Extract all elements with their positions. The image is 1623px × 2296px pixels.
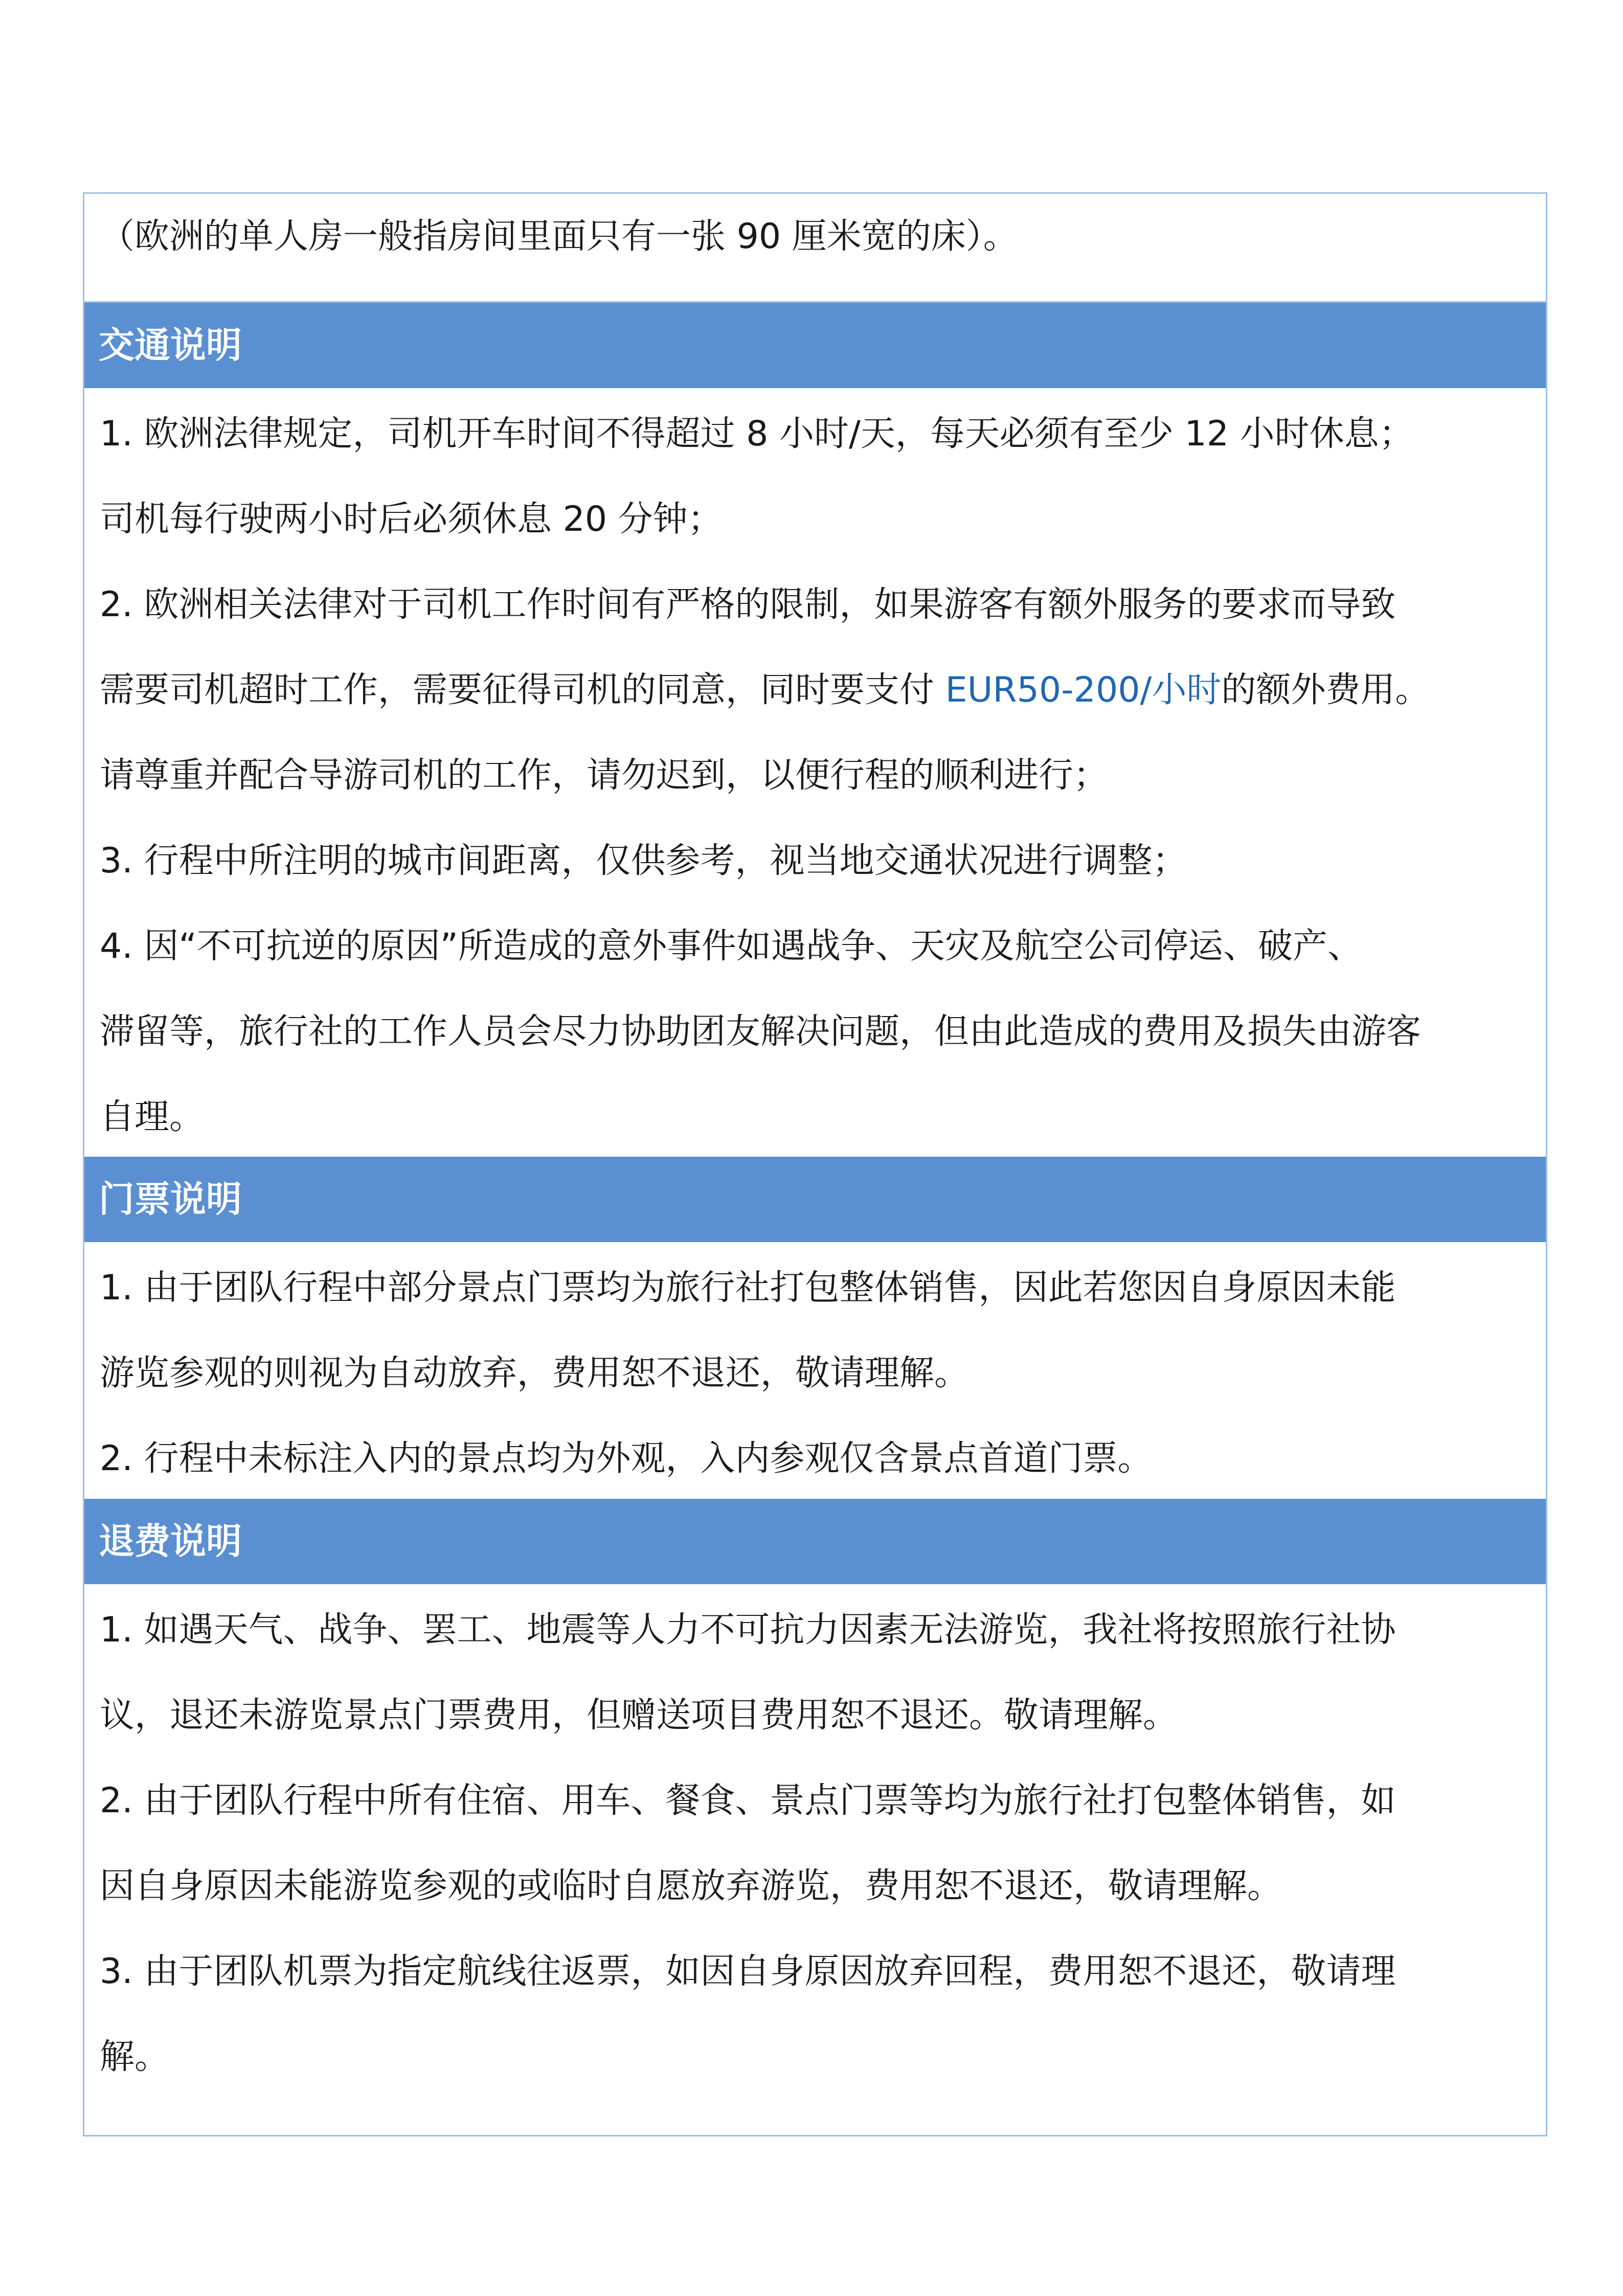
tickets-line-1: 1. 由于团队行程中部分景点门票均为旅行社打包整体销售，因此若您因自身原因未能 bbox=[100, 1268, 1396, 1308]
tickets-line-3: 2. 行程中未标注入内的景点均为外观，入内参观仅含景点首道门票。 bbox=[100, 1438, 1153, 1479]
transport-line-9: 自理。 bbox=[100, 1097, 205, 1137]
refund-line-6: 解。 bbox=[100, 2037, 170, 2077]
transport-line-3: 2. 欧洲相关法律对于司机工作时间有严格的限制，如果游客有额外服务的要求而导致 bbox=[100, 584, 1396, 625]
transport-line-7: 4. 因“不可抗逆的原因”所造成的意外事件如遇战争、天灾及航空公司停运、破产、 bbox=[100, 926, 1362, 966]
transport-line-4-after: 的额外费用。 bbox=[1221, 670, 1430, 710]
transport-line-1: 1. 欧洲法律规定，司机开车时间不得超过 8 小时/天，每天必须有至少 12 小时休息； bbox=[100, 414, 1414, 454]
intro-line: （欧洲的单人房一般指房间里面只有一张 90 厘米宽的床）。 bbox=[100, 216, 1018, 257]
transport-line-2: 司机每行驶两小时后必须休息 20 分钟； bbox=[100, 499, 723, 539]
refund-line-1: 1. 如遇天气、战争、罢工、地震等人力不可抗力因素无法游览，我社将按照旅行社协 bbox=[100, 1610, 1396, 1650]
refund-line-5: 3. 由于团队机票为指定航线往返票，如因自身原因放弃回程，费用恕不退还，敬请理 bbox=[100, 1951, 1396, 1992]
transport-line-8: 滞留等，旅行社的工作人员会尽力协助团友解决问题，但由此造成的费用及损失由游客 bbox=[100, 1011, 1422, 1052]
tickets-line-2: 游览参观的则视为自动放弃，费用恕不退还，敬请理解。 bbox=[100, 1353, 970, 1393]
refund-line-3: 2. 由于团队行程中所有住宿、用车、餐食、景点门票等均为旅行社打包整体销售，如 bbox=[100, 1781, 1396, 1821]
section-header-refund: 退费说明 bbox=[84, 1499, 1546, 1584]
transport-line-4 bbox=[84, 647, 1546, 733]
transport-line-5: 请尊重并配合导游司机的工作，请勿迟到，以便行程的顺利进行； bbox=[100, 755, 1109, 796]
section-header-tickets: 门票说明 bbox=[84, 1157, 1546, 1242]
transport-line-4-before: 需要司机超时工作，需要征得司机的同意，同时要支付 bbox=[100, 670, 945, 710]
refund-line-4: 因自身原因未能游览参观的或临时自愿放弃游览，费用恕不退还，敬请理解。 bbox=[100, 1866, 1282, 1906]
refund-line-2: 议，退还未游览景点门票费用，但赠送项目费用恕不退还。敬请理解。 bbox=[100, 1695, 1178, 1736]
document-table bbox=[83, 192, 1547, 2136]
transport-line-6: 3. 行程中所注明的城市间距离，仅供参考，视当地交通状况进行调整； bbox=[100, 841, 1187, 881]
section-header-transport: 交通说明 bbox=[84, 303, 1546, 388]
fee-highlight: EUR50-200/小时 bbox=[945, 670, 1222, 710]
